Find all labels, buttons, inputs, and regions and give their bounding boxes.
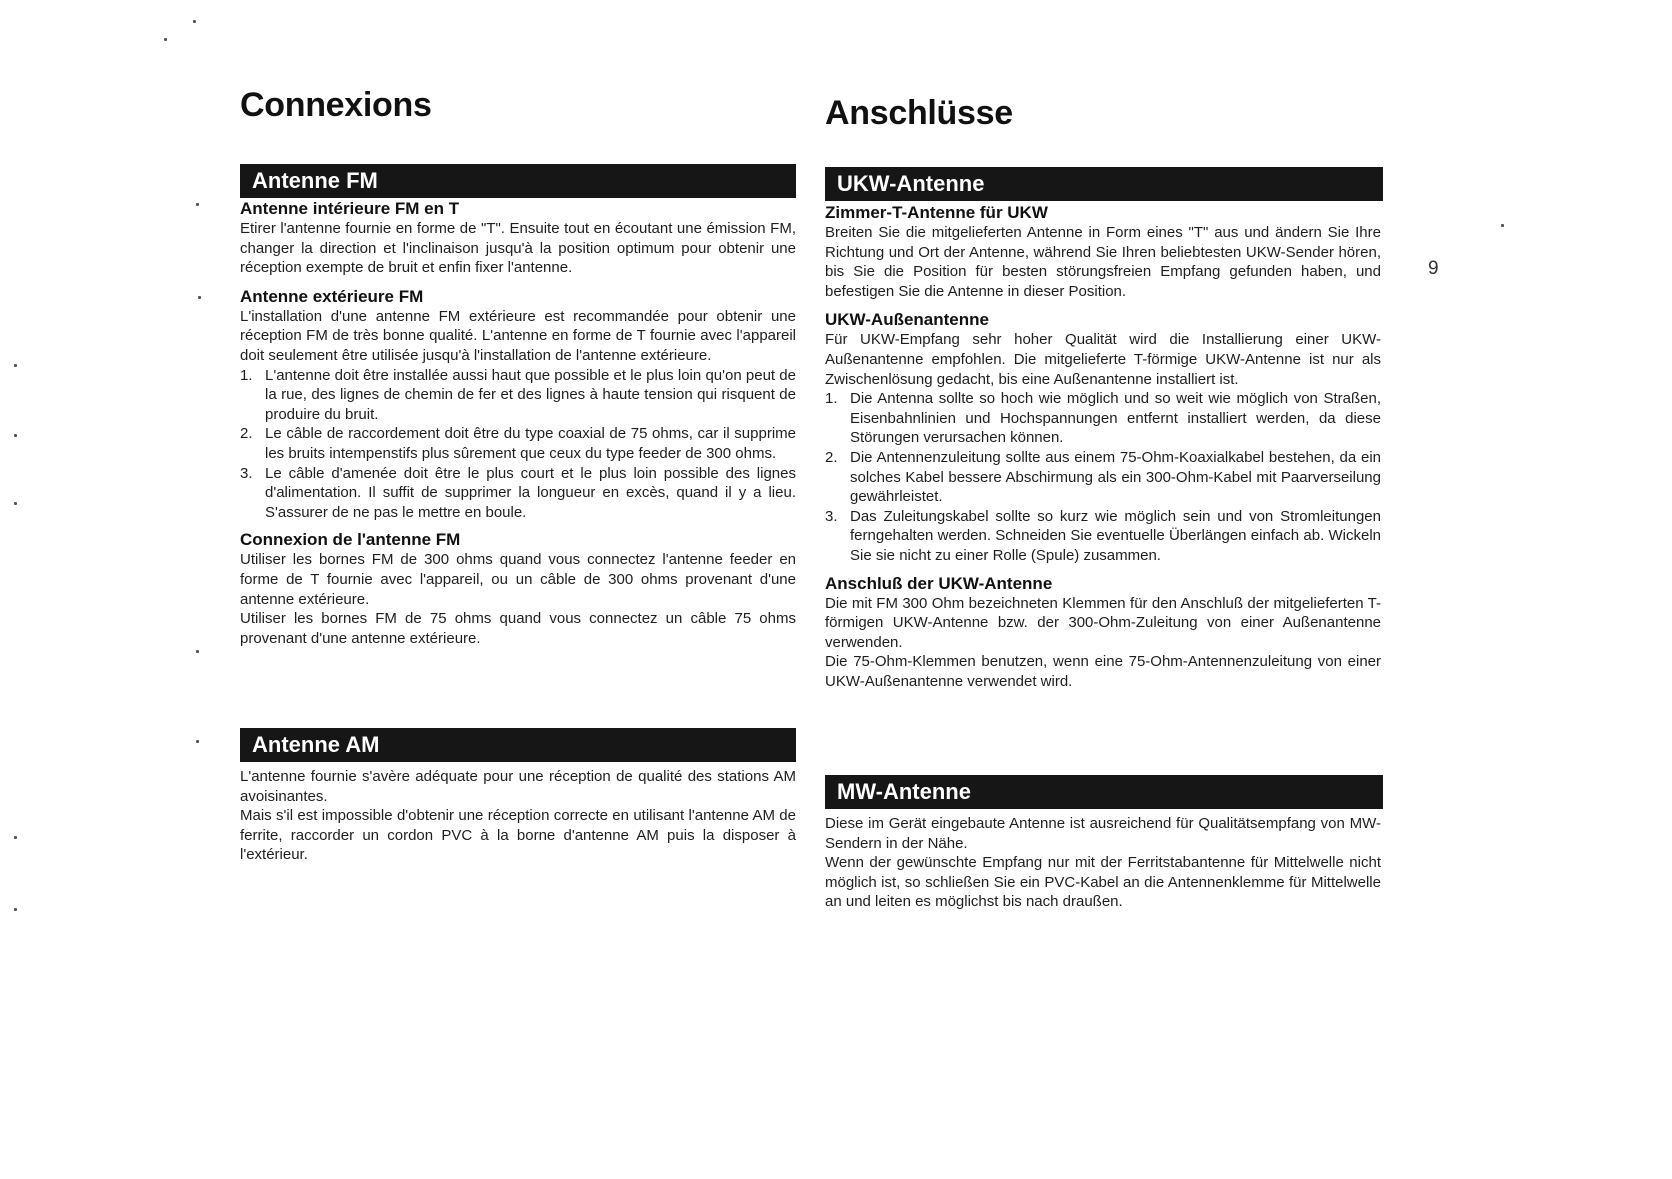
scan-speck	[196, 203, 199, 206]
list-item-number: 3.	[240, 464, 253, 482]
fm-section-fr	[240, 198, 796, 648]
paragraph-am-1-de: Diese im Gerät eingebaute Antenne ist ausreichend für Qualitätsempfang von MW-Sendern in der Nähe.	[825, 815, 1381, 852]
paragraph-connection-1-fr: Utiliser les bornes FM de 300 ohms quand vous connectez l'antenne feeder en forme de T fournie avec l'appareil, ou un câble de 300 ohms provenant d'une antenne extérieure.	[240, 551, 796, 608]
am-section-de	[825, 814, 1381, 912]
scan-speck	[14, 434, 17, 437]
list-item-text: Die Antenna sollte so hoch wie möglich und so weit wie möglich von Straßen, Eisenbahnlinien und Hochspannungen entfernt installiert werden, da diese Störungen verursachen können.	[850, 390, 1381, 447]
list-item-number: 2.	[825, 448, 838, 466]
scan-speck	[14, 908, 17, 911]
list-item	[825, 389, 1381, 448]
scan-speck	[14, 836, 17, 839]
paragraph-am-2-de: Wenn der gewünschte Empfang nur mit der Ferritstabantenne für Mittelwelle nicht möglich ist, so schließen Sie ein PVC-Kabel an die Antennenklemme für Mittelwelle an und leiten es möglichst bis nach draußen.	[825, 854, 1381, 911]
scan-speck	[196, 740, 199, 743]
subheading-connection-de: Anschluß der UKW-Antenne	[825, 573, 1053, 593]
scan-speck	[196, 650, 199, 653]
list-item-text: Le câble de raccordement doit être du type coaxial de 75 ohms, car il supprime les bruits intempenstifs plus sûrement que ceux du type feeder de 300 ohms.	[265, 425, 796, 462]
list-item	[825, 448, 1381, 507]
scan-speck	[14, 502, 17, 505]
scan-speck	[14, 364, 17, 367]
section-header-am-fr: Antenne AM	[240, 728, 796, 762]
page-title-fr: Connexions	[240, 86, 432, 124]
list-item-number: 1.	[240, 366, 253, 384]
list-item-text: L'antenne doit être installée aussi haut que possible et le plus loin qu'on peut de la rue, des lignes de chemin de fer et des lignes à haute tension qui risquent de produire du bruit.	[265, 366, 796, 423]
paragraph-indoor-fr: Etirer l'antenne fournie en forme de "T". Ensuite tout en écoutant une émission FM, changer la direction et l'inclinaison jusqu'à la position optimum pour obtenir une réception exempte de bruit et enfin fixer l'antenne.	[240, 220, 796, 277]
list-item-number: 1.	[825, 390, 838, 408]
paragraph-indoor-de: Breiten Sie die mitgelieferten Antenne in Form eines "T" aus und ändern Sie Ihre Richtung und Ort der Antenne, während Sie Ihren beliebtesten UKW-Sender hören, bis Sie die Position für besten störungsfreien Empfang gefunden haben, und befestigen Sie die Antenne in dieser Position.	[825, 224, 1381, 300]
paragraph-am-1-fr: L'antenne fournie s'avère adéquate pour une réception de qualité des stations AM avoisinantes.	[240, 768, 796, 805]
paragraph-am-2-fr: Mais s'il est impossible d'obtenir une réception correcte en utilisant l'antenne AM de ferrite, raccorder un cordon PVC à la borne d'antenne AM puis la disposer à l'extérieur.	[240, 807, 796, 864]
subheading-outdoor-fr: Antenne extérieure FM	[240, 286, 424, 306]
list-item-text: Die Antennenzuleitung sollte aus einem 75-Ohm-Koaxialkabel bestehen, da ein solches Kabel bessere Abschirmung als ein 300-Ohm-Kabel mit Paarverseilung gewährleistet.	[850, 448, 1381, 506]
section-header-am-de: MW-Antenne	[825, 775, 1383, 809]
list-item	[240, 366, 796, 425]
list-item-text: Das Zuleitungskabel sollte so kurz wie möglich sein und von Stromleitungen ferngehalten werden. Schneiden Sie eventuelle Überlängen einfach ab. Wickeln Sie sie nicht zu einer Rolle (Spule) zusammen.	[850, 507, 1381, 564]
list-item-text: Le câble d'amenée doit être le plus court et le plus loin possible des lignes d'alimentation. Il suffit de supprimer la longueur en excès, quand il y a lieu. S'assurer de ne pas le mettre en boule.	[265, 464, 796, 521]
list-item-number: 2.	[240, 425, 253, 443]
subheading-indoor-de: Zimmer-T-Antenne für UKW	[825, 203, 1048, 222]
paragraph-connection-1-de: Die mit FM 300 Ohm bezeichneten Klemmen für den Anschluß der mitgelieferten T-förmigen UKW-Antenne bzw. der 300-Ohm-Zuleitung von einer Außenantenne verwenden.	[825, 594, 1381, 651]
paragraph-outdoor-fr: L'installation d'une antenne FM extérieure est recommandée pour obtenir une réception FM de très bonne qualité. L'antenne en forme de T fournie avec l'appareil doit seulement être utilisée jusqu'à l'installation de l'antenne extérieure.	[240, 307, 796, 364]
list-item	[825, 507, 1381, 566]
subheading-connection-fr: Connexion de l'antenne FM	[240, 530, 461, 550]
subheading-indoor-fr: Antenne intérieure FM en T	[240, 199, 460, 218]
section-header-fm-fr: Antenne FM	[240, 164, 796, 198]
subheading-outdoor-de: UKW-Außenantenne	[825, 310, 989, 330]
scan-speck	[164, 38, 167, 41]
fm-section-de	[825, 202, 1381, 691]
scan-speck	[198, 296, 201, 299]
page-number: 9	[1428, 258, 1439, 279]
paragraph-outdoor-de: Für UKW-Empfang sehr hoher Qualität wird die Installierung einer UKW-Außenantenne empfohlen. Die mitgelieferte T-förmige UKW-Antenne ist nur als Zwischenlösung gedacht, bis eine Außenantenne installiert ist.	[825, 331, 1381, 388]
paragraph-connection-2-fr: Utiliser les bornes FM de 75 ohms quand vous connectez un câble 75 ohms provenant d'une antenne extérieure.	[240, 610, 796, 647]
scan-speck	[1501, 224, 1504, 227]
paragraph-connection-2-de: Die 75-Ohm-Klemmen benutzen, wenn eine 75-Ohm-Antennenzuleitung von einer UKW-Außenantenne verwendet wird.	[825, 653, 1381, 690]
list-item	[240, 424, 796, 463]
am-section-fr	[240, 767, 796, 865]
list-item-number: 3.	[825, 507, 838, 525]
list-item	[240, 464, 796, 523]
scan-speck	[193, 20, 196, 23]
section-header-fm-de: UKW-Antenne	[825, 167, 1383, 201]
page-title-de: Anschlüsse	[825, 94, 1013, 132]
